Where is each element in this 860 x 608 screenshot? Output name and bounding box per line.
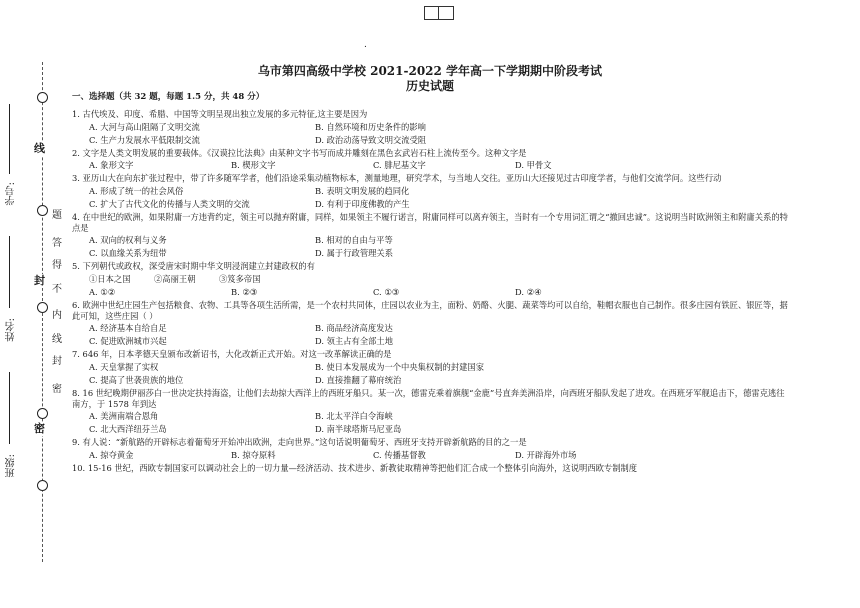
answer-option[interactable]: A. 象形文字 [89, 160, 134, 170]
question-list [72, 109, 792, 474]
class-label: 班级: [6, 454, 17, 478]
question-stem: 1. 古代埃及、印度、希腊、中国等文明呈现出独立发展的多元特征,这主要是因为 [72, 109, 368, 119]
question-1 [72, 109, 792, 146]
answer-option[interactable]: C. 腓尼基文字 [373, 160, 426, 170]
question-item: ②高丽王朝 [154, 273, 196, 284]
question-4 [72, 212, 792, 260]
question-3 [72, 173, 792, 210]
answer-option[interactable]: A. ①② [89, 286, 116, 297]
option-row [72, 424, 792, 435]
option-row [72, 323, 792, 334]
answer-option[interactable]: D. 南半球塔斯马尼亚岛 [315, 424, 402, 434]
answer-option[interactable]: C. 提高了世袭贵族的地位 [89, 374, 184, 385]
answer-option[interactable]: B. 掠夺原料 [231, 449, 276, 460]
seal-char-xian: 线 [34, 142, 45, 155]
question-item: ③笈多帝国 [219, 273, 261, 284]
answer-option[interactable]: B. 北太平洋白令海峡 [315, 411, 393, 421]
question-stem: 3. 亚历山大在向东扩张过程中，带了许多随军学者，他们沿途采集动植物标本，测量地理，研究学术，与当地人交往。亚历山大还接见过古印度学者，与他们交流学问。这些行动 [72, 173, 722, 183]
answer-option[interactable]: D. 甲骨文 [515, 160, 552, 170]
answer-option[interactable]: C. 促进欧洲城市兴起 [89, 336, 167, 346]
question-7 [72, 349, 792, 386]
answer-option[interactable]: B. 自然环境和历史条件的影响 [315, 121, 426, 132]
answer-option[interactable]: B. 相对的自由与平等 [315, 235, 393, 245]
question-stem: 9. 有人说：“新航路的开辟标志着葡萄牙开始冲出欧洲，走向世界。”这句话说明葡萄牙、西班牙支持开辟新航路的目的之一是 [72, 437, 527, 447]
question-item: ①日本之国 [89, 273, 131, 284]
seal-char-feng: 封 [34, 274, 45, 287]
question-8 [72, 388, 792, 436]
option-row [72, 287, 792, 298]
question-stem: 2. 文字是人类文明发展的重要载体。《汉谟拉比法典》由某种文字书写而成并雕刻在黑色玄武岩石柱上流传至今。这种文字是 [72, 147, 527, 158]
question-10 [72, 463, 792, 474]
answer-option[interactable]: C. 以血缘关系为纽带 [89, 248, 167, 258]
answer-option[interactable]: D. 有利于印度佛教的产生 [315, 198, 410, 209]
answer-option[interactable]: B. ②③ [231, 286, 258, 297]
answer-option[interactable]: D. 领主占有全部土地 [315, 336, 394, 346]
question-2 [72, 148, 792, 172]
answer-option[interactable]: D. 属于行政管理关系 [315, 248, 394, 258]
answer-option[interactable]: D. 开辟海外市场 [515, 449, 577, 460]
option-row [72, 411, 792, 422]
warning-char: 密 [52, 384, 62, 395]
warning-char: 封 [52, 356, 62, 367]
answer-option[interactable]: C. ①③ [373, 286, 400, 297]
binding-hole [37, 408, 48, 419]
answer-option[interactable]: C. 生产力发展水平低限制交流 [89, 134, 200, 145]
question-stem: 10. 15-16 世纪，西欧专制国家可以调动社会上的一切力量—经济活动、技术进步、新教徒取精神等把他们汇合成一个整体引向海外，这说明西欧专制制度 [72, 462, 638, 473]
warning-char: 内 [52, 310, 62, 321]
binding-hole [37, 205, 48, 216]
binding-hole [37, 302, 48, 313]
header-dot: . [364, 40, 367, 50]
answer-option[interactable]: A. 双向的权利与义务 [89, 235, 167, 245]
option-row [72, 336, 792, 347]
student-id-blank[interactable] [9, 104, 10, 174]
student-id-label: 学号: [6, 182, 17, 206]
option-row [72, 199, 792, 210]
class-blank[interactable] [9, 372, 10, 444]
answer-option[interactable]: D. 直接推翻了幕府统治 [315, 374, 402, 385]
exam-subtitle: 历史试题 [405, 79, 454, 93]
warning-char: 题 [52, 210, 62, 221]
option-row [72, 160, 792, 171]
question-5 [72, 261, 792, 298]
question-stem: 4. 在中世纪的欧洲，如果附庸一方违背约定，领主可以抛弃附庸，同样，如果领主不履行诺言，附庸同样可以离弃领主，当时有一个专用词汇谓之“撤回忠诚”。这说明当时欧洲领主和附庸关系的特点是 [72, 211, 788, 233]
answer-option[interactable]: C. 传播基督教 [373, 449, 426, 460]
option-row [72, 375, 792, 386]
question-6 [72, 300, 792, 348]
answer-option[interactable]: B. 楔形文字 [231, 160, 276, 170]
answer-option[interactable]: C. 北大西洋纽芬兰岛 [89, 424, 167, 434]
question-area [72, 92, 792, 475]
answer-option[interactable]: A. 天皇掌握了实权 [89, 361, 159, 372]
question-stem: 6. 欧洲中世纪庄园生产包括粮食、农物、工具等各项生活所需，是一个农村共同体，庄园以农业为主，面粉、奶酪、火腿、蔬菜等均可以自给，鞋帽衣服也自己制作。很多庄园有铁匠、银匠等，据此可知，这些庄园（ ） [72, 299, 788, 321]
option-row [72, 450, 792, 461]
answer-option[interactable]: A. 形成了统一的社会风俗 [89, 185, 184, 196]
question-stem: 7. 646 年，日本孝德天皇颁布改新诏书，大化改新正式开始。对这一改革解读正确的是 [72, 349, 392, 359]
warning-char: 不 [52, 284, 62, 295]
option-row [72, 362, 792, 373]
answer-option[interactable]: A. 大河与高山阻隔了文明交流 [89, 121, 200, 132]
answer-option[interactable]: D. 政治动荡导致文明交流受阻 [315, 134, 427, 145]
binding-hole [37, 480, 48, 491]
answer-option[interactable]: B. 使日本发展成为一个中央集权制的封建国家 [315, 361, 485, 372]
answer-option[interactable]: B. 商品经济高度发达 [315, 323, 393, 333]
question-stem: 5. 下列朝代或政权，深受唐宋时期中华文明浸润建立封建政权的有 [72, 261, 315, 271]
option-row [72, 186, 792, 197]
top-box [424, 6, 454, 20]
answer-option[interactable]: B. 表明文明发展的趋同化 [315, 185, 410, 196]
seal-char-mi: 密 [34, 422, 45, 435]
exam-title: 乌市第四高级中学校 2021-2022 学年高一下学期期中阶段考试 [257, 64, 603, 78]
answer-option[interactable]: A. 经济基本自给自足 [89, 323, 167, 333]
warning-char: 得 [52, 260, 62, 271]
section-heading: 一、选择题（共 32 题，每题 1.5 分，共 48 分） [72, 92, 265, 102]
question-9 [72, 437, 792, 461]
answer-option[interactable]: A. 美洲南端合恩角 [89, 411, 159, 421]
name-label: 姓名: [6, 318, 17, 342]
answer-option[interactable]: C. 扩大了古代文化的传播与人类文明的交流 [89, 198, 250, 209]
answer-option[interactable]: D. ②④ [515, 286, 542, 297]
answer-option[interactable]: A. 掠夺黄金 [89, 449, 134, 460]
name-blank[interactable] [9, 236, 10, 308]
option-row [72, 248, 792, 259]
warning-char: 答 [52, 238, 62, 249]
option-row [72, 135, 792, 146]
question-stem: 8. 16 世纪晚期伊丽莎白一世决定扶持海盗，让他们去劫掠大西洋上的西班牙船只。某一次，德雷克乘着旗舰“金鹿”号直奔美洲沿岸，向西班牙船队发起了进攻。在西班牙军舰追击下，德雷克逃往南方，于 1578 年到达 [72, 387, 785, 409]
question-items [72, 274, 792, 285]
option-row [72, 235, 792, 246]
option-row [72, 122, 792, 133]
warning-char: 线 [52, 334, 62, 345]
